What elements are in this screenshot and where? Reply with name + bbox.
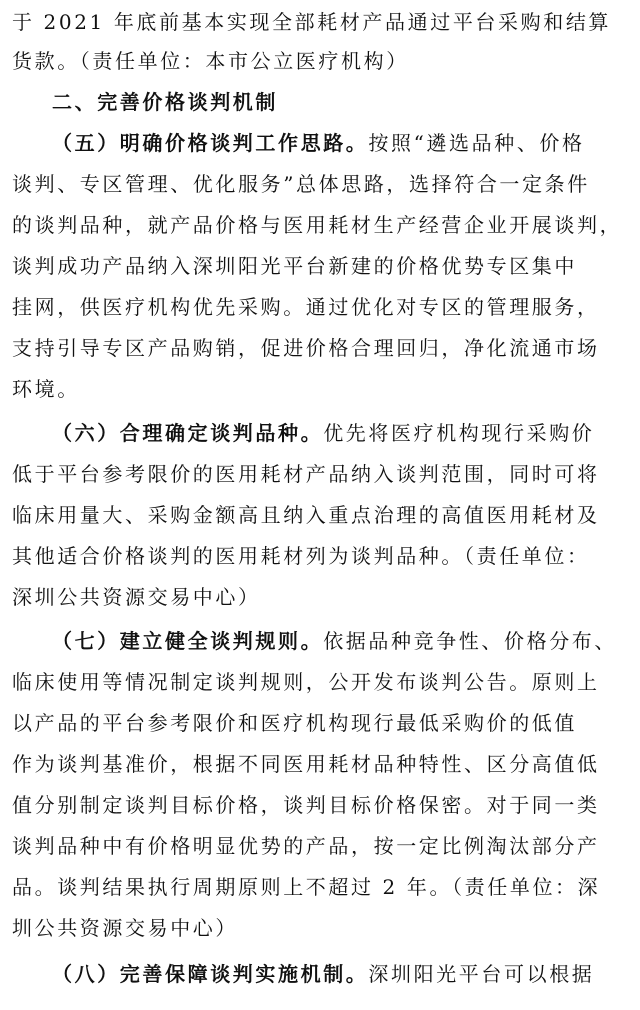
text-line-12: 低于平台参考限价的医用耗材产品纳入谈判范围，同时可将	[12, 462, 600, 486]
section-heading: 二、完善价格谈判机制	[52, 90, 278, 114]
text-line-7: 谈判成功产品纳入深圳阳光平台新建的价格优势专区集中	[12, 254, 577, 278]
text-line-2: 货款。（责任单位：本市公立医疗机构）	[12, 49, 409, 73]
text-line-22: 品。谈判结果执行周期原则上不超过 2 年。（责任单位：深	[12, 875, 601, 899]
text-line-14: 其他适合价格谈判的医用耗材列为谈判品种。（责任单位：	[12, 544, 590, 568]
paragraph-8-title: （八）完善保障谈判实施机制。	[52, 962, 369, 986]
paragraph-6-text: 优先将医疗机构现行采购价	[323, 421, 595, 445]
paragraph-6-title: （六）合理确定谈判品种。	[52, 421, 324, 445]
text-line-13: 临床用量大、采购金额高且纳入重点治理的高值医用耗材及	[12, 503, 600, 527]
text-line-18: 以产品的平台参考限价和医疗机构现行最低采购价的低值	[12, 711, 577, 735]
text-line-19: 作为谈判基准价，根据不同医用耗材品种特性、区分高值低	[12, 752, 600, 776]
paragraph-5-text: 按照“遴选品种、价格	[368, 131, 585, 155]
text-line-23: 圳公共资源交易中心）	[12, 916, 238, 940]
paragraph-7-text: 依据品种竞争性、价格分布、	[323, 629, 618, 653]
text-line-5: 谈判、专区管理、优化服务”总体思路，选择符合一定条件	[12, 172, 590, 196]
paragraph-5-line-1	[52, 121, 624, 165]
paragraph-7-title: （七）建立健全谈判规则。	[52, 629, 324, 653]
text-line-10: 环境。	[12, 377, 80, 401]
paragraph-7-line-1	[52, 619, 624, 663]
paragraph-8-line-1	[52, 952, 624, 996]
paragraph-5-title: （五）明确价格谈判工作思路。	[52, 131, 369, 155]
text-line-9: 支持引导专区产品购销，促进价格合理回归，净化流通市场	[12, 336, 600, 360]
text-line-1: 于 2021 年底前基本实现全部耗材产品通过平台采购和结算	[12, 10, 612, 34]
text-line-8: 挂网，供医疗机构优先采购。通过优化对专区的管理服务，	[12, 295, 600, 319]
text-line-20: 值分别制定谈判目标价格，谈判目标价格保密。对于同一类	[12, 793, 600, 817]
text-line-15: 深圳公共资源交易中心）	[12, 585, 261, 609]
text-line-6: 的谈判品种，就产品价格与医用耗材生产经营企业开展谈判，	[12, 213, 623, 237]
paragraph-6-line-1	[52, 411, 624, 455]
paragraph-8-text: 深圳阳光平台可以根据	[368, 962, 595, 986]
text-line-17: 临床使用等情况制定谈判规则，公开发布谈判公告。原则上	[12, 670, 600, 694]
text-line-21: 谈判品种中有价格明显优势的产品，按一定比例淘汰部分产	[12, 834, 600, 858]
